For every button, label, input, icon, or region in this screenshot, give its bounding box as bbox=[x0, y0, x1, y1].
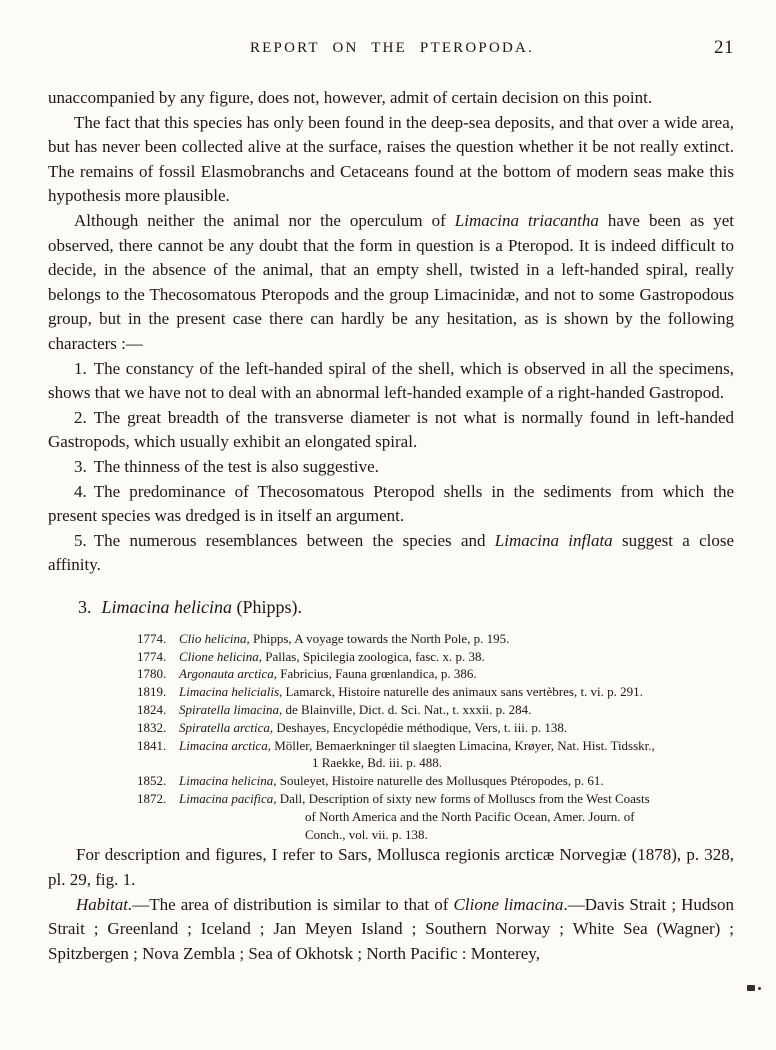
reference-citation: , Dall, Description of sixty new forms of Molluscs from the West Coasts bbox=[273, 791, 650, 807]
paragraph-deep-sea bbox=[48, 111, 734, 209]
section-authority: (Phipps). bbox=[231, 596, 302, 617]
paragraph-text: unaccompanied by any figure, does not, however, admit of certain decision on this point. bbox=[48, 88, 653, 107]
section-species-name: Limacina helicina bbox=[101, 596, 232, 617]
reference-continuation: Conch., vol. vii. p. 138. bbox=[305, 826, 428, 842]
reference-year: 1780. bbox=[137, 666, 167, 682]
paragraph-text: Although neither the animal nor the operculum of bbox=[74, 210, 455, 230]
page-header bbox=[48, 37, 736, 64]
point-text: The great breadth of the transverse diameter is not what is normally found in left-handed Gastropods, which usually exhibit an elongated spiral. bbox=[48, 407, 734, 452]
page-body bbox=[48, 86, 734, 966]
point-text: The thinness of the test is also suggestive. bbox=[93, 456, 379, 476]
section-number: 3. bbox=[78, 596, 92, 617]
numbered-point-3 bbox=[48, 455, 734, 480]
reference-entry bbox=[137, 701, 734, 719]
habitat-label: Habitat. bbox=[76, 894, 133, 914]
numbered-point-1 bbox=[48, 357, 734, 406]
point-text: The constancy of the left-handed spiral of the shell, which is observed in all the specimens, shows that we have not to deal with an abnormal left-handed example of a right-handed Gastropod. bbox=[48, 358, 734, 403]
species-name: Spiratella limacina bbox=[179, 702, 280, 718]
synonymy-list bbox=[137, 630, 734, 844]
reference-year: 1824. bbox=[137, 702, 167, 718]
species-name: Limacina helicina bbox=[179, 773, 274, 789]
reference-citation: , de Blainville, Dict. d. Sci. Nat., t. xxxii. p. 284. bbox=[279, 702, 532, 718]
species-name: Argonauta arctica bbox=[179, 666, 274, 682]
point-text: suggest a close affinity. bbox=[48, 530, 734, 575]
scan-artifact-speck bbox=[758, 987, 761, 990]
reference-citation: , Souleyet, Histoire naturelle des Mollusques Ptéropodes, p. 61. bbox=[273, 773, 604, 789]
point-number: 4. bbox=[74, 481, 87, 501]
scan-artifact-speck bbox=[747, 985, 755, 991]
reference-entry bbox=[137, 790, 734, 808]
reference-entry bbox=[137, 630, 734, 648]
point-text: The numerous resemblances between the species and bbox=[93, 530, 495, 550]
reference-entry bbox=[137, 737, 734, 755]
running-title: REPORT ON THE PTEROPODA. bbox=[249, 40, 535, 56]
reference-entry bbox=[137, 648, 734, 666]
reference-citation: , Lamarck, Histoire naturelle des animaux sans vertèbres, t. vi. p. 291. bbox=[279, 684, 643, 700]
reference-continuation: of North America and the North Pacific Ocean, Amer. Journ. of bbox=[305, 808, 635, 824]
reference-citation: , Phipps, A voyage towards the North Pole, p. 195. bbox=[246, 630, 510, 646]
reference-year: 1832. bbox=[137, 719, 167, 735]
reference-year: 1872. bbox=[137, 791, 167, 807]
species-name: Limacina pacifica bbox=[179, 791, 274, 807]
reference-entry bbox=[137, 719, 734, 737]
reference-entry bbox=[137, 772, 734, 790]
section-heading bbox=[78, 594, 734, 620]
reference-citation: , Fabricius, Fauna grœnlandica, p. 386. bbox=[273, 666, 477, 682]
page-number: 21 bbox=[714, 37, 734, 58]
point-number: 2. bbox=[74, 407, 87, 427]
paragraph-text: For description and figures, I refer to Sars, Mollusca regionis arcticæ Norvegiæ (1878), p. 328, pl. 29, fig. 1. bbox=[48, 845, 734, 890]
species-name: Clione helicina bbox=[179, 648, 259, 664]
point-text: The predominance of Thecosomatous Pteropod shells in the sediments from which the present species was dredged is in itself an argument. bbox=[48, 481, 734, 526]
reference-year: 1774. bbox=[137, 648, 167, 664]
reference-citation: , Möller, Bemaerkninger til slaegten Limacina, Krøyer, Nat. Hist. Tidsskr., bbox=[267, 737, 655, 753]
numbered-point-4 bbox=[48, 480, 734, 529]
reference-year: 1841. bbox=[137, 737, 167, 753]
reference-citation: , Deshayes, Encyclopédie méthodique, Vers, t. iii. p. 138. bbox=[269, 719, 568, 735]
reference-entry bbox=[137, 665, 734, 683]
species-name: Limacina triacantha bbox=[454, 210, 599, 230]
paragraph-continuation bbox=[48, 86, 734, 111]
paragraph-habitat bbox=[48, 893, 734, 967]
species-name: Clione limacina bbox=[453, 894, 564, 914]
point-number: 3. bbox=[74, 456, 87, 476]
species-name: Limacina arctica bbox=[179, 737, 268, 753]
point-number: 1. bbox=[74, 358, 87, 378]
paragraph-text: The fact that this species has only been found in the deep-sea deposits, and that over a wide area, but has never been collected alive at the surface, raises the question whether it be not really extinct. The remains of fossil Elasmobranchs and Cetaceans found at the bottom of modern seas make this hypothesis more plausible. bbox=[48, 112, 734, 206]
reference-citation: , Pallas, Spicilegia zoologica, fasc. x. p. 38. bbox=[258, 648, 485, 664]
paragraph-text: —The area of distribution is similar to that of bbox=[132, 894, 454, 914]
species-name: Clio helicina bbox=[179, 630, 247, 646]
reference-entry bbox=[137, 683, 734, 701]
reference-continuation: 1 Raekke, Bd. iii. p. 488. bbox=[312, 755, 442, 771]
paragraph-although bbox=[48, 209, 734, 357]
reference-year: 1819. bbox=[137, 684, 167, 700]
species-name: Limacina helicialis bbox=[179, 684, 280, 700]
paragraph-text: .—Davis Strait ; Hudson Strait ; Greenland ; Iceland ; Jan Meyen Island ; Southern Norway ; White Sea (Wagner) ; Spitzbergen ; Nova Zembla ; Sea of Okhotsk ; North Pacific : Monterey, bbox=[48, 894, 735, 963]
paragraph-text: have been as yet observed, there cannot be any doubt that the form in question is a Pteropod. It is indeed difficult to decide, in the absence of the animal, that an empty shell, twisted in a left-handed spiral, really belongs to the Thecosomatous Pteropods and the group Limacinidæ, and not to some Gastropodous group, but in the present case there can hardly be any hesitation, as is shown by the following characters :— bbox=[48, 210, 734, 353]
paragraph-description-reference bbox=[48, 843, 734, 892]
numbered-point-5 bbox=[48, 529, 734, 578]
reference-year: 1852. bbox=[137, 773, 167, 789]
species-name: Limacina inflata bbox=[494, 530, 613, 550]
point-number: 5. bbox=[74, 530, 87, 550]
reference-year: 1774. bbox=[137, 630, 167, 646]
species-name: Spiratella arctica bbox=[179, 719, 270, 735]
numbered-point-2 bbox=[48, 406, 734, 455]
